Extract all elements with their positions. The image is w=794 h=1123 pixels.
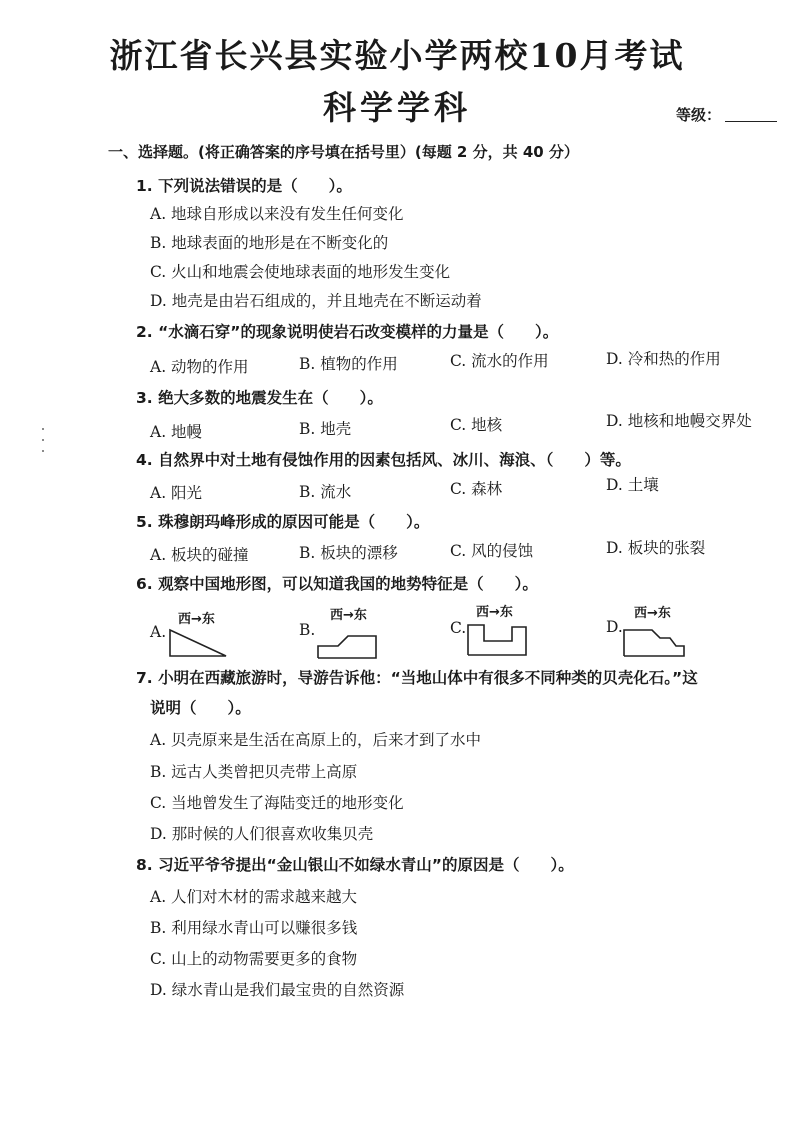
question-8-option-a[interactable]: A. 人们对木材的需求越来越大 xyxy=(150,888,358,906)
question-4-stem: 4. 自然界中对土地有侵蚀作用的因素包括风、冰川、海浪、（ ）等。 xyxy=(136,451,631,469)
question-2-stem: 2. “水滴石穿”的现象说明使岩石改变模样的力量是（ ）。 xyxy=(136,323,559,341)
question-7-option-b[interactable]: B. 远古人类曾把贝壳带上高原 xyxy=(150,763,358,781)
question-2-option-d[interactable]: D. 冷和热的作用 xyxy=(606,350,721,368)
direction-label: 西→东 xyxy=(634,606,671,621)
question-7-stem: 7. 小明在西藏旅游时，导游告诉他：“当地山体中有很多不同种类的贝壳化石。”这 xyxy=(136,669,698,687)
question-3-option-c[interactable]: C. 地核 xyxy=(450,416,503,434)
basin-shape xyxy=(466,619,530,659)
question-5-option-b[interactable]: B. 板块的漂移 xyxy=(299,544,398,562)
question-1-option-c[interactable]: C. 火山和地震会使地球表面的地形发生变化 xyxy=(150,263,451,281)
question-7-stem-continued: 说明（ ）。 xyxy=(150,699,251,717)
question-8-option-b[interactable]: B. 利用绿水青山可以赚很多钱 xyxy=(150,919,358,937)
direction-label: 西→东 xyxy=(476,605,513,620)
direction-label: 西→东 xyxy=(178,612,215,627)
exam-subject: 科学学科 xyxy=(323,88,471,127)
question-8-stem: 8. 习近平爷爷提出“金山银山不如绿水青山”的原因是（ ）。 xyxy=(136,856,574,874)
question-4-option-a[interactable]: A. 阳光 xyxy=(150,484,203,502)
question-7-option-d[interactable]: D. 那时候的人们很喜欢收集贝壳 xyxy=(150,825,374,843)
question-4-option-b[interactable]: B. 流水 xyxy=(299,483,352,501)
question-8-option-d[interactable]: D. 绿水青山是我们最宝贵的自然资源 xyxy=(150,981,405,999)
question-6-option-d[interactable]: D. xyxy=(606,618,623,636)
question-6-option-c[interactable]: C. xyxy=(450,619,467,637)
question-1-stem: 1. 下列说法错误的是（ ）。 xyxy=(136,177,352,195)
exam-title: 浙江省长兴县实验小学两校10月考试 xyxy=(109,36,685,75)
question-2-option-b[interactable]: B. 植物的作用 xyxy=(299,355,398,373)
question-5-stem: 5. 珠穆朗玛峰形成的原因可能是（ ）。 xyxy=(136,513,430,531)
question-1-option-d[interactable]: D. 地壳是由岩石组成的，并且地壳在不断运动着 xyxy=(150,292,482,310)
question-3-option-b[interactable]: B. 地壳 xyxy=(299,420,352,438)
question-5-option-c[interactable]: C. 风的侵蚀 xyxy=(450,542,534,560)
question-6-option-b[interactable]: B. xyxy=(299,621,316,639)
slope-up-shape xyxy=(316,622,382,662)
grade-blank[interactable] xyxy=(725,121,777,122)
section-heading: 一、选择题。(将正确答案的序号填在括号里）(每题 2 分，共 40 分） xyxy=(108,143,579,161)
grade-label: 等级： xyxy=(676,106,722,124)
question-6-stem: 6. 观察中国地形图，可以知道我国的地势特征是（ ）。 xyxy=(136,575,538,593)
question-7-option-a[interactable]: A. 贝壳原来是生活在高原上的，后来才到了水中 xyxy=(150,731,482,749)
question-3-option-a[interactable]: A. 地幔 xyxy=(150,423,203,441)
question-3-option-d[interactable]: D. 地核和地幔交界处 xyxy=(606,412,752,430)
slope-down-shape xyxy=(168,626,232,662)
question-2-option-a[interactable]: A. 动物的作用 xyxy=(150,358,249,376)
question-3-stem: 3. 绝大多数的地震发生在（ ）。 xyxy=(136,389,383,407)
question-1-option-b[interactable]: B. 地球表面的地形是在不断变化的 xyxy=(150,234,389,252)
stepped-descent-shape xyxy=(622,620,688,660)
question-7-option-c[interactable]: C. 当地曾发生了海陆变迁的地形变化 xyxy=(150,794,404,812)
question-6-option-a[interactable]: A. xyxy=(150,623,167,641)
question-5-option-d[interactable]: D. 板块的张裂 xyxy=(606,539,706,557)
question-4-option-d[interactable]: D. 土壤 xyxy=(606,476,659,494)
question-4-option-c[interactable]: C. 森林 xyxy=(450,480,503,498)
question-2-option-c[interactable]: C. 流水的作用 xyxy=(450,352,549,370)
grade-field xyxy=(676,104,777,125)
binding-margin-dots xyxy=(42,428,46,461)
question-1-option-a[interactable]: A. 地球自形成以来没有发生任何变化 xyxy=(150,205,404,223)
question-8-option-c[interactable]: C. 山上的动物需要更多的食物 xyxy=(150,950,358,968)
direction-label: 西→东 xyxy=(330,608,367,623)
question-5-option-a[interactable]: A. 板块的碰撞 xyxy=(150,546,249,564)
